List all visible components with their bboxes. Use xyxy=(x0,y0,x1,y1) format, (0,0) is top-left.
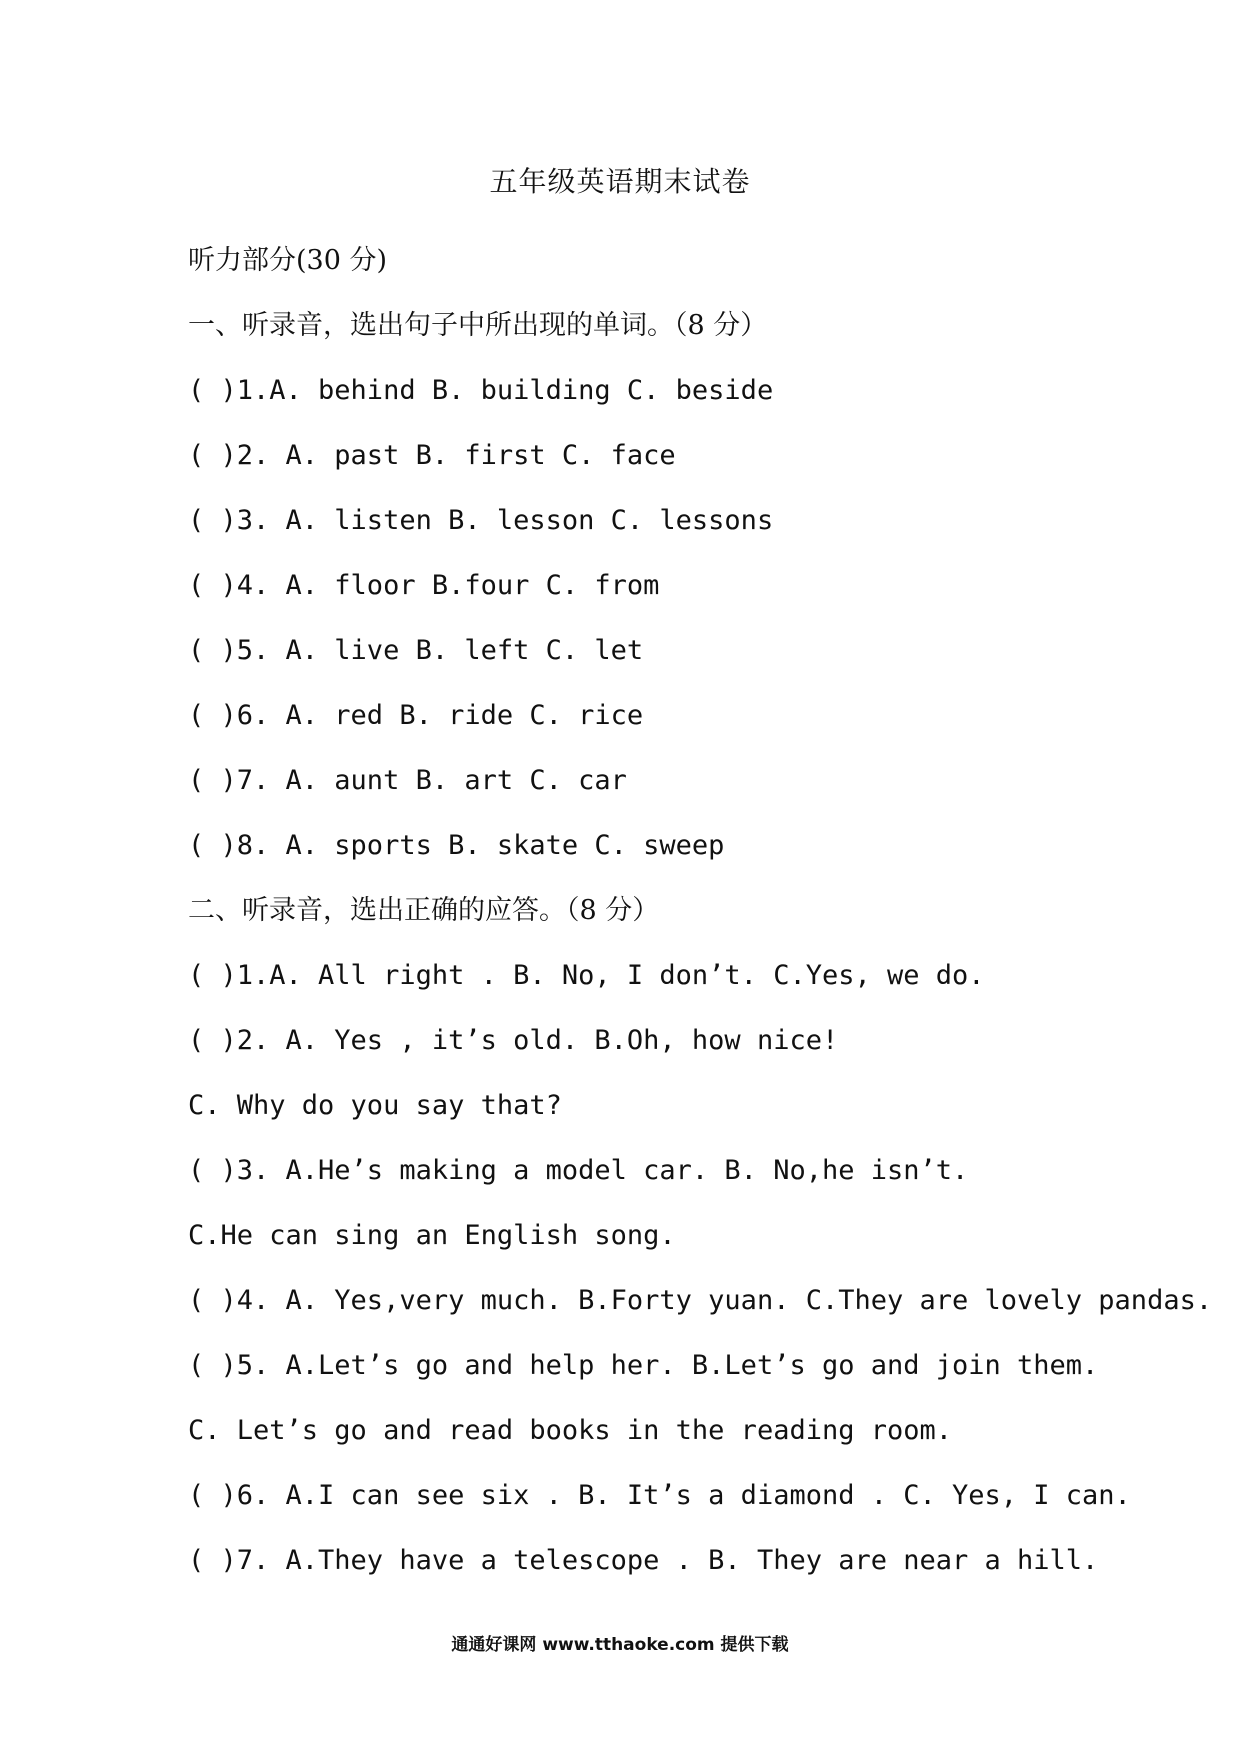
question-line: ( )7. A.They have a telescope . B. They are near a hill. xyxy=(188,1545,1099,1576)
question-line: C. Why do you say that? xyxy=(188,1090,562,1121)
exam-content xyxy=(188,228,1213,1593)
question-item: ( )2. A. past B. first C. face xyxy=(188,440,676,471)
question-line: ( )6. A.I can see six . B. It’s a diamond . C. Yes, I can. xyxy=(188,1480,1131,1511)
question-item: ( )6. A. red B. ride C. rice xyxy=(188,700,644,731)
section1-heading: 一、听录音，选出句子中所出现的单词。（8 分） xyxy=(188,310,768,341)
question-item: ( )4. A. floor B.four C. from xyxy=(188,570,660,601)
question-line: ( )3. A.He’s making a model car. B. No,he isn’t. xyxy=(188,1155,969,1186)
question-line: ( )4. A. Yes,very much. B.Forty yuan. C.They are lovely pandas. xyxy=(188,1285,1213,1316)
question-line: C.He can sing an English song. xyxy=(188,1220,676,1251)
question-line: C. Let’s go and read books in the reading room. xyxy=(188,1415,953,1446)
question-line: ( )2. A. Yes , it’s old. B.Oh, how nice! xyxy=(188,1025,839,1056)
question-line: ( )1.A. All right . B. No, I don’t. C.Yes, we do. xyxy=(188,960,985,991)
page-footer: 通通好课网 www.tthaoke.com 提供下载 xyxy=(451,1635,789,1655)
question-item: ( )1.A. behind B. building C. beside xyxy=(188,375,774,406)
page-title: 五年级英语期末试卷 xyxy=(489,165,751,198)
question-item: ( )7. A. aunt B. art C. car xyxy=(188,765,627,796)
section2-heading: 二、听录音，选出正确的应答。（8 分） xyxy=(188,895,660,926)
question-item: ( )8. A. sports B. skate C. sweep xyxy=(188,830,725,861)
question-item: ( )5. A. live B. left C. let xyxy=(188,635,644,666)
listening-header: 听力部分(30 分) xyxy=(188,245,388,276)
question-item: ( )3. A. listen B. lesson C. lessons xyxy=(188,505,774,536)
question-line: ( )5. A.Let’s go and help her. B.Let’s go and join them. xyxy=(188,1350,1099,1381)
